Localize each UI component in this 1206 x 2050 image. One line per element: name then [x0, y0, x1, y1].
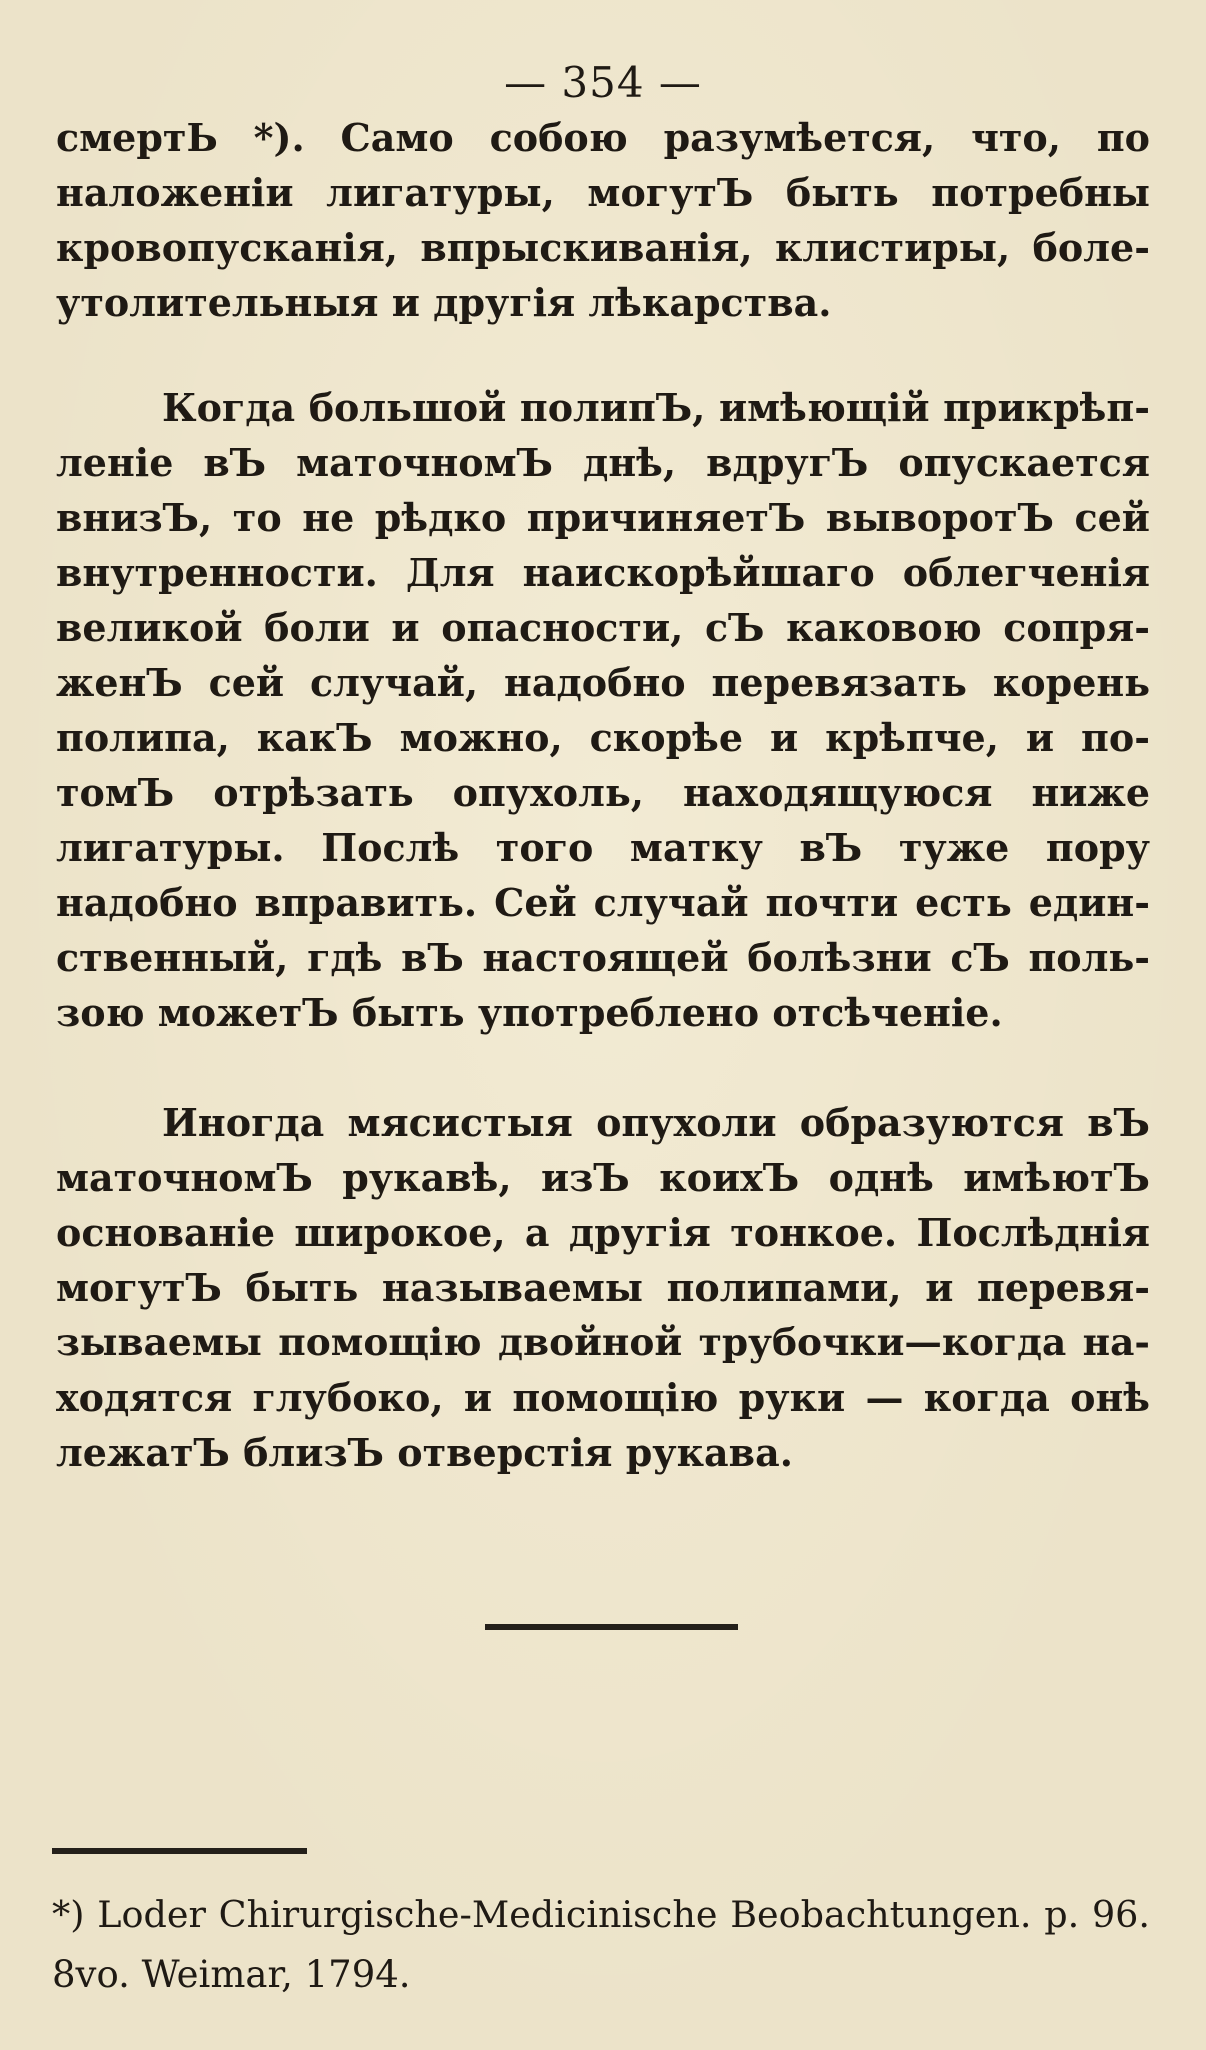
page-number: — 354 —	[504, 58, 702, 107]
text-line: внизЪ, то не рѣдко причиняетЪ выворотЪ сей	[56, 495, 1150, 540]
text-line: полипа, какЪ можно, скорѣе и крѣпче, и по-	[56, 715, 1150, 760]
text-line: Иногда мясистыя опухоли образуются вЪ	[162, 1100, 1150, 1145]
footnote-line: *) Loder Chirurgische-Medicinische Beobachtungen. p. 96.	[52, 1893, 1150, 1936]
text-line: ленiе вЪ маточномЪ днѣ, вдругЪ опускается	[56, 440, 1150, 485]
text-line: ходятся глубоко, и помощiю руки — когда онѣ	[56, 1375, 1150, 1420]
section-divider	[485, 1624, 738, 1630]
text-line: маточномЪ рукавѣ, изЪ коихЪ однѣ имѣютЪ	[56, 1155, 1150, 1200]
text-line: зою можетЪ быть употреблено отсѣченiе.	[56, 990, 1003, 1035]
text-line: великой боли и опасности, сЪ каковою сопря-	[56, 605, 1150, 650]
text-line: зываемы помощiю двойной трубочки—когда на-	[56, 1320, 1150, 1364]
paragraph-2	[56, 380, 1150, 1040]
paragraph-3	[56, 1095, 1150, 1480]
footnote	[52, 1885, 1150, 2005]
footnote-divider	[52, 1848, 307, 1854]
text-line: Когда большой полипЪ, имѣющiй прикрѣп-	[162, 385, 1150, 430]
text-line: наложенiи лигатуры, могутЪ быть потребны	[56, 170, 1150, 215]
text-line: лигатуры. Послѣ того матку вЪ туже пору	[56, 825, 1150, 870]
text-line: смертЬ *). Само собою разумѣется, что, по	[56, 115, 1150, 160]
text-line: утолительныя и другiя лѣкарства.	[56, 280, 832, 325]
paragraph-1	[56, 110, 1150, 330]
text-line: женЪ сей случай, надобно перевязать корень	[56, 660, 1150, 705]
text-line: томЪ отрѣзать опухоль, находящуюся ниже	[56, 770, 1150, 815]
footnote-line: 8vo. Weimar, 1794.	[52, 1953, 411, 1996]
text-line: лежатЪ близЪ отверстiя рукава.	[56, 1430, 793, 1475]
text-line: основанiе широкое, а другiя тонкое. Послѣднiя	[56, 1210, 1150, 1255]
text-line: внутренности. Для наискорѣйшаго облегченiя	[56, 550, 1150, 595]
text-line: ственный, гдѣ вЪ настоящей болѣзни сЪ поль-	[56, 935, 1150, 980]
text-line: кровопусканiя, впрыскиванiя, клистиры, боле-	[56, 225, 1150, 270]
text-line: могутЪ быть называемы полипами, и перевя-	[56, 1265, 1150, 1310]
text-line: надобно вправить. Сей случай почти есть един-	[56, 880, 1150, 925]
